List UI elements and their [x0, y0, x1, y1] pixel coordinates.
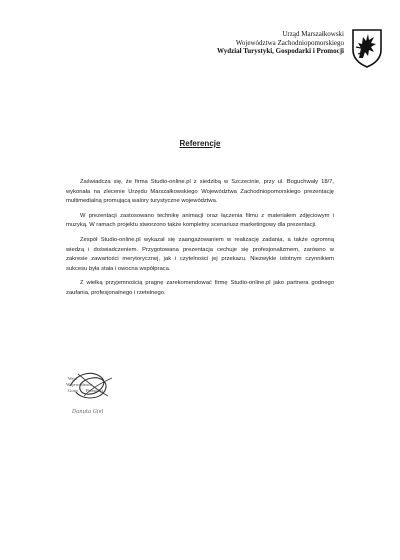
stamp-line-3: Gosp: [68, 388, 78, 393]
paragraph-techniques: W prezentacji zastosowano technikę animacji oraz łączenia filmu z materiałem zdjęciowym i muzyką. W ramach projektu stworzono także kompletny scenariusz marketingowy dla prezentacji.: [66, 212, 334, 229]
stamp-line-1: Wyd: [68, 376, 77, 381]
signature-name: Danuta Giel: [72, 409, 104, 415]
stamp-signature: [64, 366, 124, 406]
letterhead: [217, 30, 344, 56]
paragraph-confirmation: Zaświadcza się, że firma Studio-online.pl z siedzibą w Szczecinie, przy ul. Boguchwały 18/7, wykonała na zlecenie Urzędu Marszałkowskiego Województwa Zachodniopomorskiego prezentację multimedialną promującą walory turystyczne województwa.: [66, 179, 334, 205]
paragraph-recommendation: Z wielką przyjemnością pragnę zarekomendować firmę Studio-online.pl jako partnera godnego zaufania, profesjonalnego i rzetelnego.: [66, 280, 334, 296]
griffin-crest-icon: [350, 28, 384, 68]
letter-body: [66, 178, 334, 304]
letterhead-office: Urząd Marszałkowski: [282, 30, 344, 38]
letterhead-voivodeship: Województwa Zachodniopomorskiego: [235, 38, 344, 47]
document-title: Referencje: [179, 139, 221, 148]
paragraph-team: Zespół Studio-online.pl wykazał się zaangażowaniem w realizację zadania, a także ogromną wiedzą i doświadczeniem. Przygotowana prezentacja cechuje się profesjonalizmem, zarówno w zakresie zawartości merytorycznej, jak i czytelności jej przekazu. Niezwykle istotnym czynnikiem sukcesu była stała i owocna współpraca.: [66, 236, 334, 272]
letterhead-department: Wydział Turystyki, Gospodarki i Promocji: [217, 47, 344, 55]
stamp-line-2: Województwa: [66, 382, 93, 387]
stamp-line-4: Promocji: [86, 388, 103, 393]
